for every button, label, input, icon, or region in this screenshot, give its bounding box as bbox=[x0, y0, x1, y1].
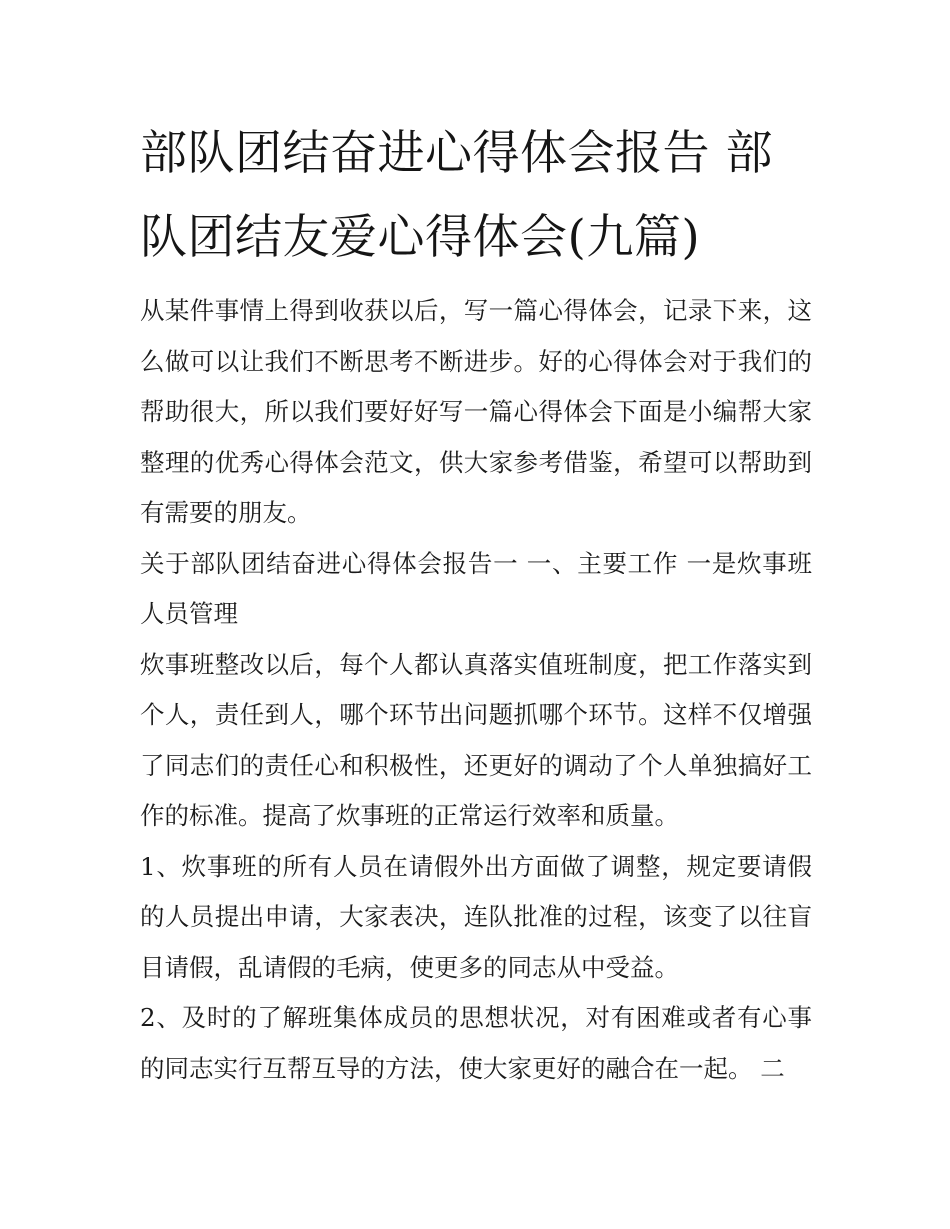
body-paragraph: 炊事班整改以后，每个人都认真落实值班制度，把工作落实到个人，责任到人，哪个环节出问题抓哪个环节。这样不仅增强了同志们的责任心和积极性，还更好的调动了个人单独搞好工作的标准。提高了炊事班的正常运行效率和质量。 bbox=[140, 649, 812, 830]
document-body bbox=[140, 112, 812, 1094]
intro-paragraph: 从某件事情上得到收获以后，写一篇心得体会，记录下来，这么做可以让我们不断思考不断进步。好的心得体会对于我们的帮助很大，所以我们要好好写一篇心得体会下面是小编帮大家整理的优秀心得体会范文，供大家参考借鉴，希望可以帮助到有需要的朋友。 bbox=[140, 296, 812, 527]
document-title: 部队团结奋进心得体会报告 部队团结友爱心得体会(九篇) bbox=[140, 126, 773, 265]
list-item-1-paragraph: 1、炊事班的所有人员在请假外出方面做了调整，规定要请假的人员提出申请，大家表决，连队批准的过程，该变了以往盲目请假，乱请假的毛病，使更多的同志从中受益。 bbox=[140, 851, 812, 982]
section-heading-paragraph: 关于部队团结奋进心得体会报告一 一、主要工作 一是炊事班人员管理 bbox=[140, 548, 812, 628]
list-item-2-paragraph: 2、及时的了解班集体成员的思想状况，对有困难或者有心事的同志实行互帮互导的方法，使大家更好的融合在一起。 二 bbox=[140, 1003, 812, 1083]
